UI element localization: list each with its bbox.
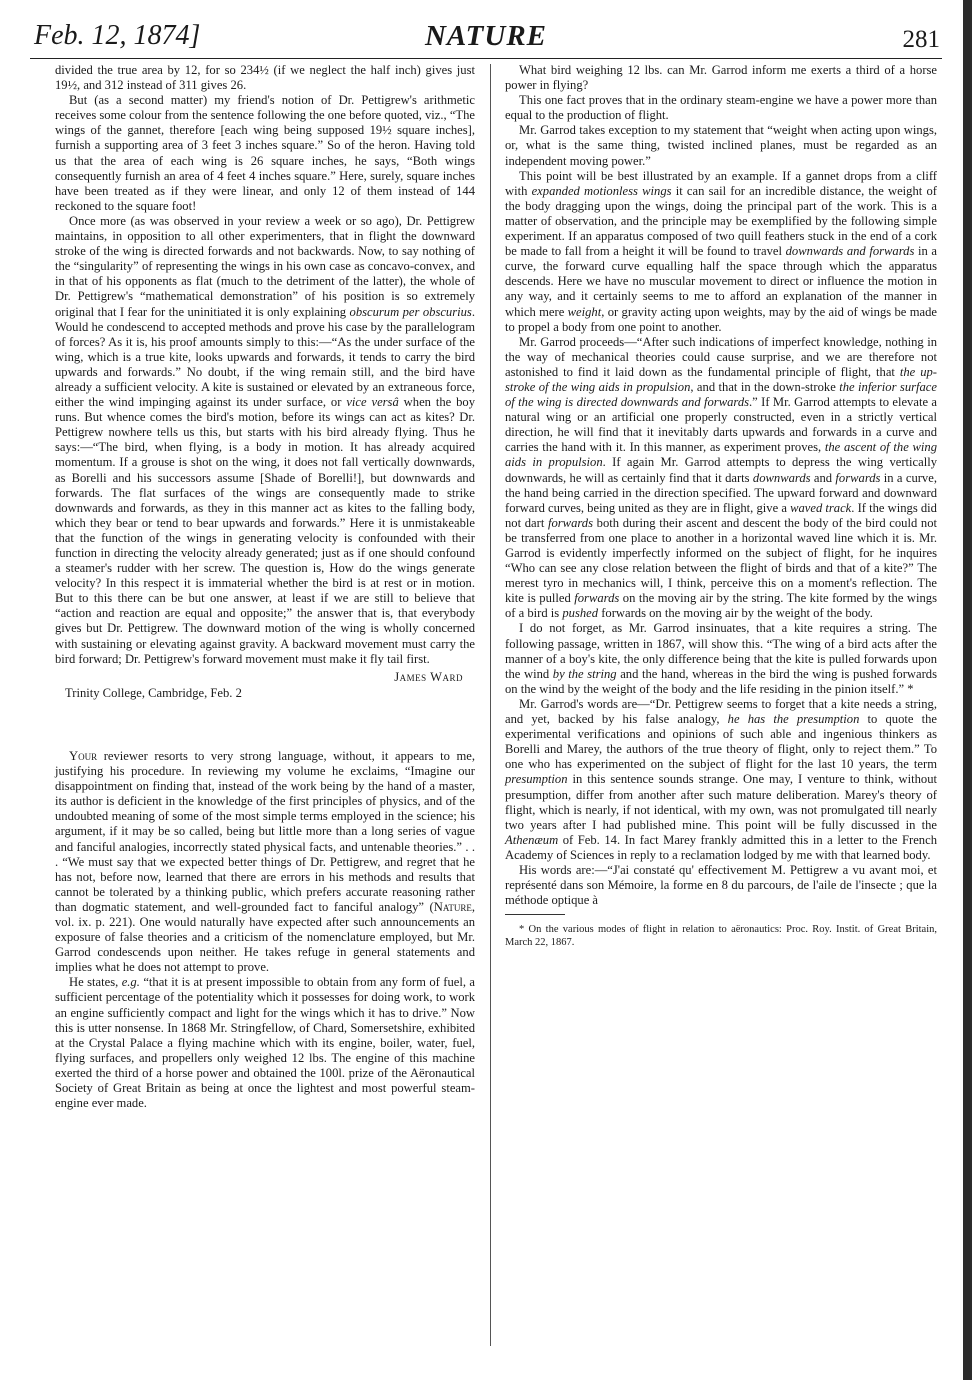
paragraph: What bird weighing 12 lbs. can Mr. Garrod inform me exerts a third of a horse power in flying? (505, 63, 937, 93)
affiliation: Trinity College, Cambridge, Feb. 2 (65, 685, 242, 700)
paragraph: divided the true area by 12, for so 234½ (if we neglect the half inch) gives just 19½, and 312 instead of 311 gives 26. (55, 63, 475, 93)
issue-date: Feb. 12, 1874] (34, 20, 201, 51)
header-rule (30, 58, 942, 59)
paragraph: Mr. Garrod takes exception to my statement that “weight when acting upon wings, or, what is the same thing, twisted inclined planes, must be regarded as an independent moving power.” (505, 123, 937, 168)
footnote: * On the various modes of flight in relation to aëronautics: Proc. Roy. Instit. of Great Britain, March 22, 1867. (505, 924, 937, 949)
page-header (30, 16, 942, 56)
paragraph: I do not forget, as Mr. Garrod insinuates, that a kite requires a string. The following passage, written in 1867, will show this. “The wing of a bird acts after the manner of a boy's kite, the only difference being that the kite is pulled forwards upon the wind by the string and the hand, whereas in the bird the wing is pushed forwards on the wind by the weight of the body and the life residing in the pinion itself.” * (505, 621, 937, 696)
page-number: 281 (902, 26, 940, 53)
paragraph: Once more (as was observed in your review a week or so ago), Dr. Pettigrew maintains, in opposition to all other experimenters, that in flight the downward stroke of the wing is directed forwards and not backwards. Now, to say nothing of the “singularity” of representing the wings in his own case as concavo-convex, and in that of his opponents as flat (much to the detriment of the latter), the whole of Dr. Pettigrew's “mathematical demonstration” of his position is so extremely original that I fear for the uninitiated it is only explaining obscurum per obscurius. Would he condescend to accepted methods and prove his case by the parallelogram of forces? As it is, his proof amounts simply to this:—“As the under surface of the wing, which is a true kite, looks upwards and forwards, it tends to carry the bird upwards and forwards.” No doubt, if the wing remain still, and the bird have already a sufficient velocity. A kite is sustained or elevated by an extraneous force, either the wind impinging against its under surface, or vice versâ when the boy runs. But whence comes the bird's motion, before its wings can act as kites? Dr. Pettigrew nowhere tells us this, but starts with his bird already flying. Thus he says:—“The bird, when flying, is a body in motion. It has already acquired momentum. If a grouse is shot on the wing, it does not fall vertically downwards, as Borelli and his successors assume [Shade of Borelli!], but downwards and forwards. The flat surfaces of the wings are consequently made to strike downwards and forwards, as they in this manner act as kites to the falling body, which they bear or tend to bear upwards and forwards.” Here it is unmistakeable that the function of the wings in generating velocity is confounded with their function in directing the velocity already generated; just as if one should confound a steamer's rudder with her screw. The question is, How do the wings generate velocity? In this respect it is immaterial whether the bird is at rest or in motion. But to this there can be but one answer, at least if we are still to believe that “action and reaction are equal and opposite;” the answer that is, that everybody gives but Dr. Pettigrew. The downward motion of the wing is wholly concerned with sustaining or elevating against gravity. A backward movement must carry the bird forward; Dr. Pettigrew's forward movement must make it fly tail first. (55, 213, 476, 666)
signature: James Ward (394, 669, 463, 684)
paragraph: Your reviewer resorts to very strong language, without, it appears to me, justifying his procedure. In reviewing my volume he exclaims, “Imagine our disappointment on finding that, instead of the work being by the hand of a master, its author is deficient in the knowledge of the first principles of physics, and of the undoubted meaning of some of the most simple terms employed in the science; his argument, if it may be so called, being but little more than a long series of vague and fanciful analogies, incorrectly stated physical facts, and untenable theories.” . . . “We must say that we expected better things of Dr. Pettigrew, and regret that he has not, before now, learned that there are errors in his methods and results that cannot be tolerated by a thinking public, which prefers accurate reasoning rather than dogmatic statement, and well-grounded fact to fanciful analogy” (Nature, vol. ix. p. 221). One would naturally have expected after such announcements an exposure of false theories and a criticism of the nomenclature employed, but Mr. Garrod condescends upon neither. He takes refuge in general statements and implies what he does not attempt to prove. (55, 748, 475, 975)
paragraph: This one fact proves that in the ordinary steam-engine we have a power more than equal to the production of flight. (505, 93, 937, 123)
journal-title: NATURE (424, 20, 548, 52)
column-divider (490, 64, 491, 1346)
paragraph: Mr. Garrod proceeds—“After such indications of imperfect knowledge, nothing in the way of mechanical theories could cause surprise, and we are therefore not astonished to find it laid down as the fundamental principle of flight, that the up-stroke of the wing aids in propulsion, and that in the down-stroke the inferior surface of the wing is directed downwards and forwards.” If Mr. Garrod attempts to elevate a natural wing or an artificial one properly constructed, even in a strictly vertical direction, he will find that it inevitably darts upwards and forwards in a curve and carries the hand with it. In this manner, as experiment proves, the ascent of the wing aids in propulsion. If again Mr. Garrod attempts to depress the wing vertically downwards, he will as certainly find that it darts downwards and forwards in a curve, the hand being carried in the direction specified. The upward forward and downward forward curves, being united as they are in flight, give a waved track. If the wings did not dart forwards both during their ascent and descent the body of the bird could not be transferred from one place to another in a horizontal waved line which it is. Mr. Garrod is evidently imperfectly informed on the subject of flight, for he inquires “Who can see any close relation between the flight of birds and that of a kite?” The merest tyro in mechanics will, I think, perceive this on a moment's reflection. The kite is pulled forwards on the moving air by the string. The kite formed by the wings of a bird is pushed forwards on the moving air by the weight of the body. (505, 334, 937, 621)
page-edge (963, 0, 972, 1380)
footnote-rule (505, 914, 565, 915)
right-column (505, 63, 937, 949)
paragraph: He states, e.g. “that it is at present impossible to obtain from any form of fuel, a sufficient percentage of the potentiality which it possesses for doing work, to work an engine sufficiently compact and light for the wings which it has to drive.” Now this is utter nonsense. In 1868 Mr. Stringfellow, of Chard, Somersetshire, exhibited at the Crystal Palace a flying machine which with its engine, boiler, water, fuel, flying surfaces, and propellers only weighed 12 lbs. The engine of this machine exerted the third of a horse power and obtained the 100l. prize of the Aëronautical Society of Great Britain as being at once the lightest and most powerful steam-engine ever made. (55, 975, 476, 1111)
paragraph: His words are:—“J'ai constaté qu' effectivement M. Pettigrew a vu avant moi, et représenté dans son Mémoire, la forme en 8 du parcours, de l'aile de l'insecte ; que la méthode optique à (505, 862, 937, 908)
left-column (55, 63, 475, 1111)
paragraph: This point will be best illustrated by an example. If a gannet drops from a cliff with expanded motionless wings it can sail for an incredible distance, the weight of the body dragging upon the wings, doing the principal part of the work. This is a matter of observation, and the principle may be exemplified by the following simple experiment. If an apparatus composed of two quill feathers stuck in the end of a cork be made to fall from a height it will be found to travel downwards and forwards in a curve, the forward curve equalling half the space through which the apparatus descends. Here we have no muscular movement to direct or influence the motion in any way, and it certainly seems to me to afford an explanation of the manner in which mere weight, or gravity acting upon weights, may by the aid of wings be made to propel a body from one point to another. (505, 168, 937, 334)
paragraph: Mr. Garrod's words are—“Dr. Pettigrew seems to forget that a kite needs a string, and yet, backed by his false analogy, he has the presumption to quote the experimental verifications and opinions of such able and ingenious thinkers as Borelli and Marey, the authors of the true theory of flight, only to reject them.” To one who has experimented on the subject of flight for the last 10 years, the term presumption in this sentence sounds strange. One may, I venture to think, without presumption, differ from another after such mature deliberation. Marey's theory of flight, which is nearly, if not identical, with my own, was not promulgated till nearly two years after I had published mine. This point will be fully discussed in the Athenæum of Feb. 14. In fact Marey frankly admitted this in a letter to the French Academy of Sciences in reply to a reclamation lodged by me with that learned body. (505, 696, 937, 862)
paragraph: But (as a second matter) my friend's notion of Dr. Pettigrew's arithmetic receives some colour from the sentence following the one before quoted, viz., “The wings of the gannet, therefore [each wing being supposed 19½ square inches], furnish a supporting area of 3 feet 3 inches square.” So of the heron. Having told us that the area of each wing is 26 square inches, he says, “Both wings consequently furnish an area of 4 feet 4 inches square.” Here, surely, square inches have been treated as if they were linear, and only 12 of them instead of 144 reckoned to the square foot! (55, 93, 475, 213)
lead-word: Your (69, 748, 98, 763)
